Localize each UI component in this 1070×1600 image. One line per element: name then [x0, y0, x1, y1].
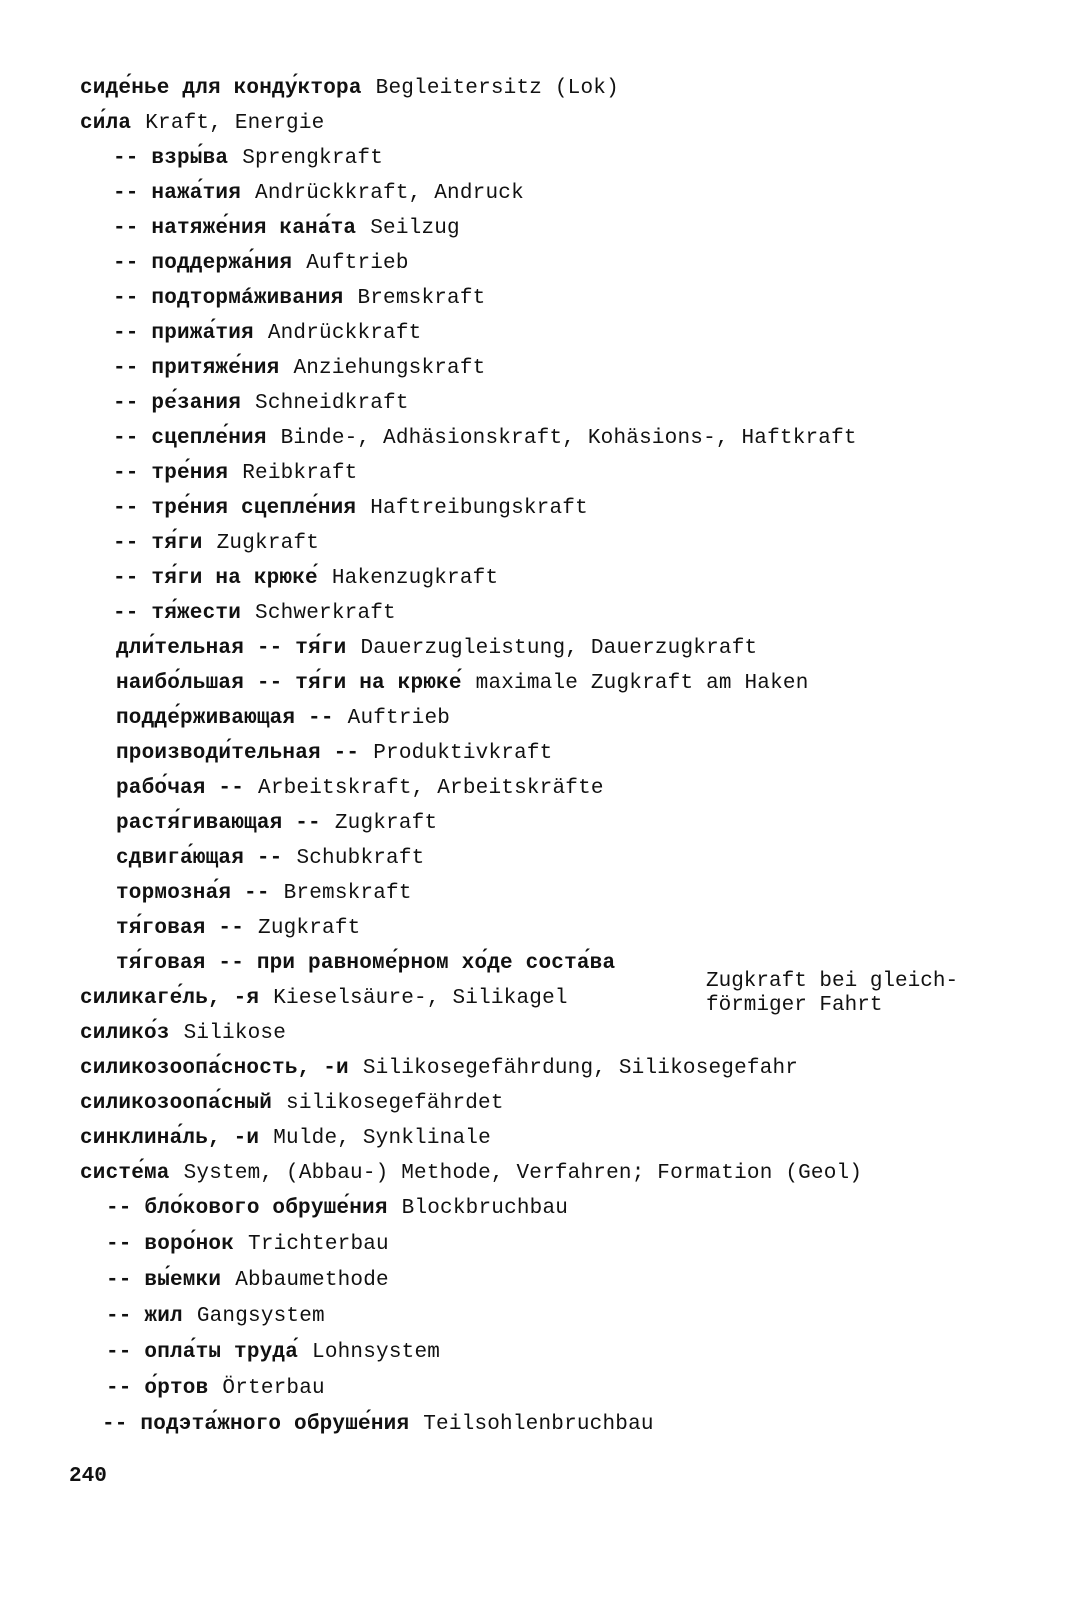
entry-line	[113, 531, 319, 557]
entry-line	[113, 391, 409, 417]
entry-line	[113, 566, 498, 592]
russian-term: -- тя́жести	[113, 602, 242, 625]
russian-term: силикозоопа́сный	[80, 1092, 273, 1115]
entry-line	[80, 1161, 862, 1187]
german-translation: maximale Zugkraft am Haken	[475, 672, 809, 695]
russian-term: -- натяже́ния кана́та	[113, 217, 357, 240]
entry-line	[106, 1268, 389, 1294]
entry-line	[113, 251, 409, 277]
russian-term: рабо́чая --	[116, 777, 245, 800]
german-translation: Hakenzugkraft	[331, 567, 499, 590]
german-translation: Trichterbau	[248, 1233, 389, 1256]
russian-term: -- опла́ты труда́	[106, 1341, 299, 1364]
entry-line	[113, 286, 485, 312]
russian-term: дли́тельная -- тя́ги	[116, 637, 347, 660]
entry-line	[80, 111, 324, 137]
german-translation: Auftrieb	[306, 252, 409, 275]
russian-term: -- притяже́ния	[113, 357, 280, 380]
german-translation: Blockbruchbau	[401, 1197, 569, 1220]
entry-line	[116, 706, 450, 732]
russian-term: систе́ма	[80, 1162, 170, 1185]
russian-term: тя́говая --	[116, 917, 245, 940]
russian-term: растя́гивающая --	[116, 812, 321, 835]
russian-term: -- жил	[106, 1305, 183, 1328]
russian-term: -- бло́кового обруше́ния	[106, 1197, 388, 1220]
german-translation: System, (Abbau-) Methode, Verfahren; Formation (Geol)	[183, 1162, 863, 1185]
entry-line	[80, 76, 619, 102]
entry-line	[106, 1196, 568, 1222]
entry-line	[106, 1232, 389, 1258]
entry-line	[80, 1021, 286, 1047]
russian-term: -- сцепле́ния	[113, 427, 267, 450]
russian-term: сиде́нье для конду́ктора	[80, 77, 362, 100]
german-translation: Silikose	[183, 1022, 287, 1045]
russian-term: -- тре́ния	[113, 462, 229, 485]
german-translation: Begleitersitz (Lok)	[375, 77, 619, 100]
russian-term: силикозоопа́сность, -и	[80, 1057, 349, 1080]
russian-term: произв​оди́тельная --	[116, 742, 360, 765]
russian-term: подде́рживающая --	[116, 707, 334, 730]
russian-term: тормозна́я --	[116, 882, 270, 905]
german-translation: Kieselsäure-, Silikagel	[273, 987, 568, 1010]
german-translation: Kraft, Energie	[145, 112, 325, 135]
entry-line	[113, 321, 421, 347]
entry-line	[116, 671, 809, 697]
entry-line	[116, 951, 615, 977]
russian-term: си́ла	[80, 112, 132, 135]
russian-term: -- о́ртов	[106, 1377, 209, 1400]
entry-line	[116, 741, 552, 767]
german-translation: Gangsystem	[196, 1305, 325, 1328]
german-translation: Andrückkraft, Andruck	[255, 182, 524, 205]
german-translation: Zugkraft	[216, 532, 320, 555]
russian-term: -- взры́ва	[113, 147, 229, 170]
russian-term: -- прижа́тия	[113, 322, 254, 345]
russian-term: -- нажа́тия	[113, 182, 242, 205]
german-translation: Anziehungskraft	[293, 357, 486, 380]
entry-line	[113, 601, 396, 627]
russian-term: -- вы́емки	[106, 1269, 222, 1292]
german-translation: Andrückkraft	[267, 322, 422, 345]
russian-term: силико́з	[80, 1022, 170, 1045]
german-translation: Lohnsystem	[312, 1341, 441, 1364]
entry-line	[113, 496, 588, 522]
entry-line	[113, 216, 460, 242]
russian-term: -- подтормáживания	[113, 287, 344, 310]
entry-line	[80, 986, 568, 1012]
german-translation: Reibkraft	[242, 462, 358, 485]
german-translation: Haftreibungskraft	[370, 497, 588, 520]
german-translation: Silikosegefährdung, Silikosegefahr	[362, 1057, 799, 1080]
german-translation: Produktivkraft	[373, 742, 553, 765]
russian-term: -- тя́ги на крюке́	[113, 567, 318, 590]
german-translation: Bremskraft	[283, 882, 412, 905]
entry-line	[113, 356, 485, 382]
russian-term: -- подэта́жного обруше́ния	[102, 1413, 410, 1436]
german-translation: Binde-, Adhäsionskraft, Kohäsions-, Haftkraft	[280, 427, 857, 450]
entry-line	[113, 461, 357, 487]
entry-line	[80, 1091, 504, 1117]
german-translation: silikosegefährdet	[286, 1092, 504, 1115]
german-translation: Zugkraft	[258, 917, 361, 940]
russian-term: силикаге́ль, -я	[80, 987, 260, 1010]
side-note-line: förmiger Fahrt	[706, 994, 883, 1017]
german-translation: Mulde, Synklinale	[273, 1127, 491, 1150]
russian-term: -- поддержа́ния	[113, 252, 293, 275]
entry-line	[80, 1126, 491, 1152]
entry-line	[116, 776, 604, 802]
german-translation: Auftrieb	[347, 707, 451, 730]
german-translation: Dauerzugleistung, Dauerzugkraft	[360, 637, 758, 660]
german-translation: Schwerkraft	[255, 602, 396, 625]
entry-line	[113, 181, 524, 207]
entry-line	[106, 1340, 440, 1366]
german-translation: Seilzug	[370, 217, 460, 240]
entry-line	[113, 146, 383, 172]
german-translation: Sprengkraft	[242, 147, 384, 170]
entry-line	[116, 916, 360, 942]
russian-term: наибо́льшая -- тя́ги на крюке́	[116, 672, 462, 695]
german-translation: Teilsohlenbruchbau	[423, 1413, 654, 1436]
page-number: 240	[69, 1465, 107, 1488]
russian-term: -- ре́зания	[113, 392, 242, 415]
entry-line	[116, 881, 412, 907]
entry-line	[102, 1412, 654, 1438]
side-note-line: Zugkraft bei gleich-	[706, 970, 959, 993]
side-note	[706, 970, 958, 1018]
german-translation: Abbaumethode	[235, 1269, 389, 1292]
entry-line	[116, 636, 757, 662]
entry-line	[113, 426, 857, 452]
entry-line	[116, 846, 424, 872]
russian-term: -- тя́ги	[113, 532, 203, 555]
entry-line	[106, 1376, 325, 1402]
german-translation: Örterbau	[222, 1377, 325, 1400]
german-translation: Bremskraft	[357, 287, 486, 310]
entry-line	[116, 811, 437, 837]
german-translation: Schneidkraft	[255, 392, 409, 415]
russian-term: тя́говая -- при равноме́рном хо́де соста́ва	[116, 952, 616, 975]
entry-line	[106, 1304, 325, 1330]
russian-term: -- воро́нок	[106, 1233, 235, 1256]
german-translation: Arbeitskraft, Arbeitskräfte	[258, 777, 604, 800]
russian-term: синклина́ль, -и	[80, 1127, 260, 1150]
german-translation: Schubkraft	[296, 847, 425, 870]
russian-term: -- тре́ния сцепле́ния	[113, 497, 357, 520]
german-translation: Zugkraft	[334, 812, 438, 835]
entry-line	[80, 1056, 798, 1082]
russian-term: сдвига́ющая --	[116, 847, 283, 870]
